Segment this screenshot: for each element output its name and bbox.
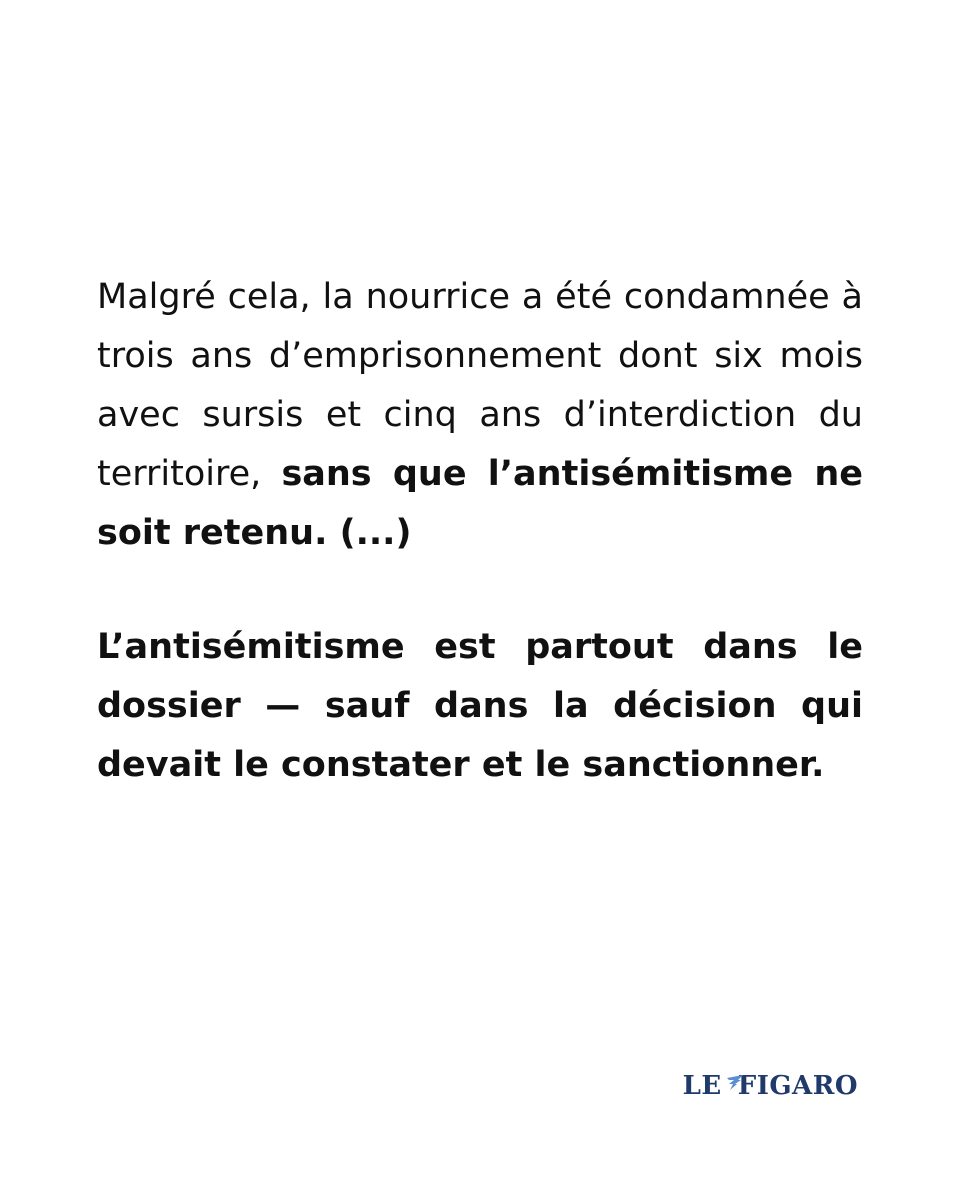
logo-word-le: LE [682,1071,722,1101]
quote-card [97,268,863,795]
paragraph-1 [97,268,863,563]
paragraph-2: L’antisémitisme est partout dans le dossier — sauf dans la décision qui devait le constater et le sanctionner. [97,627,863,785]
paragraph-1-bold: sans que l’antisémitisme ne soit retenu. (...) [97,454,863,553]
paragraph-1-normal: Malgré cela, la nourrice a été condamnée à trois ans d’emprisonnement dont six mois avec sursis et cinq ans d’interdiction du territoire, [97,277,863,494]
bird-icon [726,1073,744,1095]
logo-word-figaro: FIGARO [737,1071,858,1101]
le-figaro-logo [683,1069,858,1103]
